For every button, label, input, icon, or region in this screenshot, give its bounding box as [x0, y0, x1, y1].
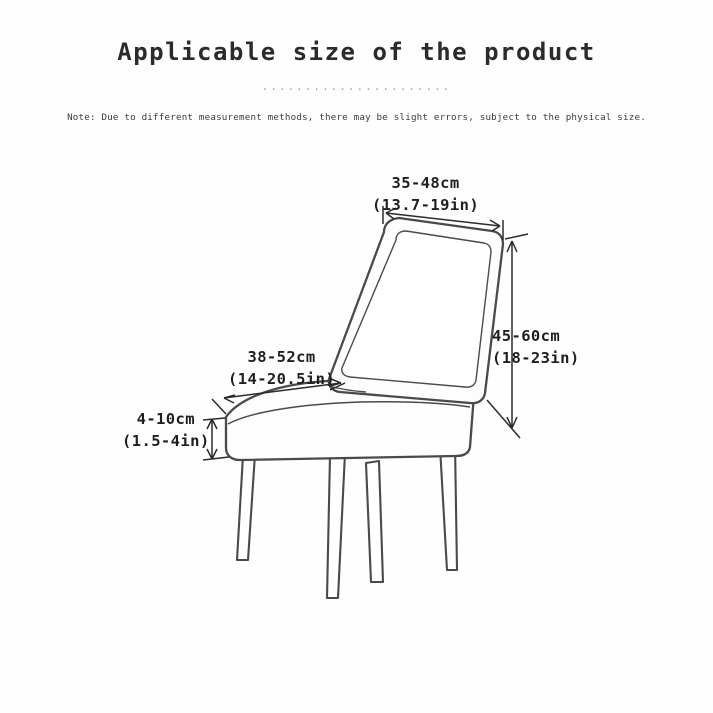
ext-right-top	[505, 234, 528, 239]
dimension-label-seat-width	[228, 346, 335, 391]
dimension-label-backrest-height	[492, 325, 580, 370]
ext-skirt-bottom	[203, 457, 229, 460]
seat-width-imperial: (14-20.5in)	[228, 370, 336, 389]
seat-width-metric: 38-52cm	[247, 348, 316, 366]
chair-back-legs	[327, 444, 457, 598]
skirt-drop-imperial: (1.5-4in)	[122, 432, 210, 451]
backrest-width-metric: 35-48cm	[391, 174, 460, 192]
measurement-note: Note: Due to different measurement methods, there may be slight errors, subject to the physical size.	[67, 112, 646, 123]
chair-front-legs	[237, 454, 383, 582]
backrest-height-imperial: (18-23in)	[492, 349, 580, 368]
arrow-seat-left	[224, 395, 235, 403]
backrest-height-metric: 45-60cm	[492, 327, 561, 345]
ext-seat-left	[212, 399, 226, 414]
decorative-divider: ......................	[261, 80, 452, 93]
backrest-width-imperial: (13.7-19in)	[372, 196, 480, 215]
dimension-label-skirt-drop	[122, 408, 210, 453]
ext-right-bottom	[487, 400, 520, 438]
skirt-drop-metric: 4-10cm	[136, 410, 195, 428]
dimension-label-backrest-width	[372, 172, 479, 217]
page-title: Applicable size of the product	[117, 38, 596, 66]
